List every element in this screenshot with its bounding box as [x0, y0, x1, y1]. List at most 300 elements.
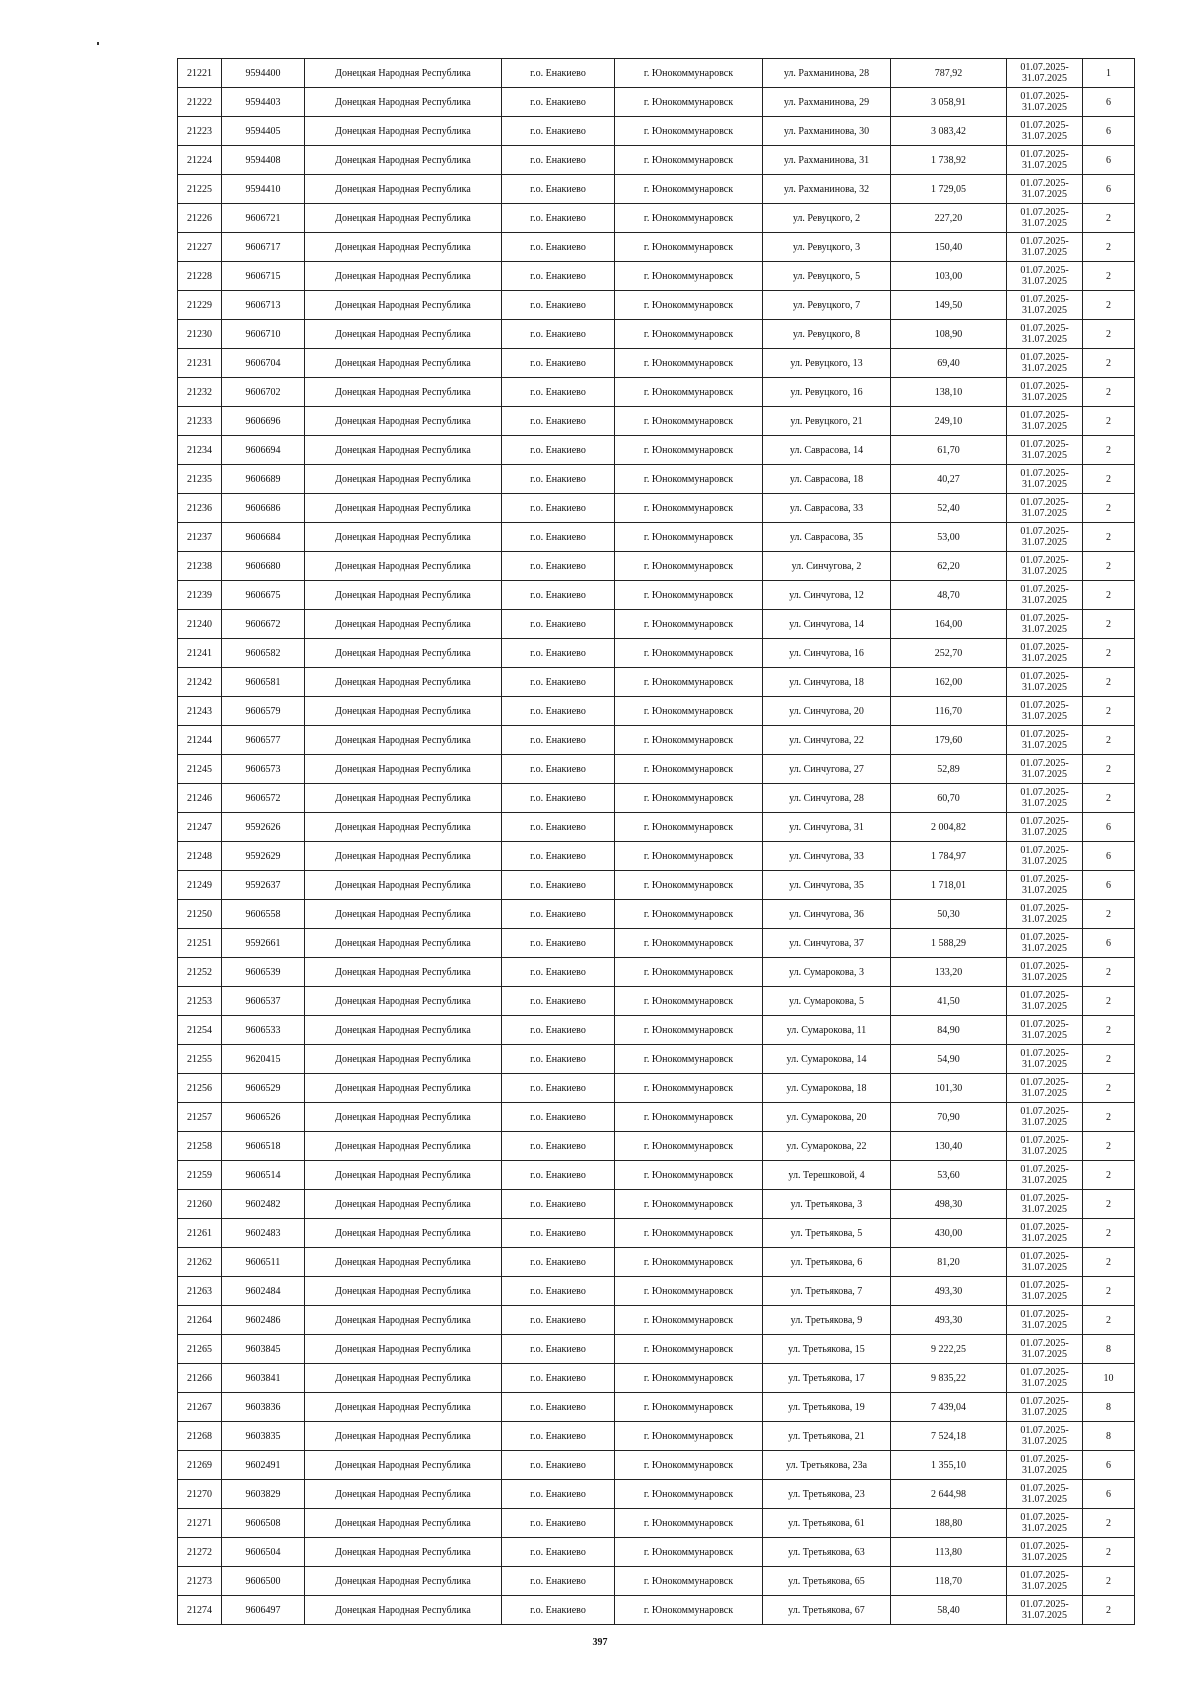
- district: г.о. Енакиево: [502, 668, 615, 697]
- period-end: 31.07.2025: [1022, 1146, 1067, 1157]
- area: 40,27: [891, 465, 1007, 494]
- period-end: 31.07.2025: [1022, 1349, 1067, 1360]
- period-end: 31.07.2025: [1022, 1117, 1067, 1128]
- period: [1007, 1277, 1083, 1306]
- row-number: 21236: [178, 494, 222, 523]
- count: 2: [1083, 1103, 1135, 1132]
- period-end: 31.07.2025: [1022, 1059, 1067, 1070]
- row-number: 21229: [178, 291, 222, 320]
- object-code: 9602482: [222, 1190, 305, 1219]
- table-row: [178, 1567, 1135, 1596]
- period-start: 01.07.2025-: [1020, 729, 1069, 740]
- address: ул. Рахманинова, 28: [763, 59, 891, 88]
- period-end: 31.07.2025: [1022, 1320, 1067, 1331]
- district: г.о. Енакиево: [502, 697, 615, 726]
- object-code: 9606537: [222, 987, 305, 1016]
- period-end: 31.07.2025: [1022, 1204, 1067, 1215]
- object-code: 9602483: [222, 1219, 305, 1248]
- table-row: [178, 1306, 1135, 1335]
- city: г. Юнокоммунаровск: [615, 900, 763, 929]
- row-number: 21237: [178, 523, 222, 552]
- period-end: 31.07.2025: [1022, 1552, 1067, 1563]
- object-code: 9606689: [222, 465, 305, 494]
- row-number: 21261: [178, 1219, 222, 1248]
- row-number: 21254: [178, 1016, 222, 1045]
- area: 188,80: [891, 1509, 1007, 1538]
- period-start: 01.07.2025-: [1020, 1251, 1069, 1262]
- district: г.о. Енакиево: [502, 1277, 615, 1306]
- table-row: [178, 900, 1135, 929]
- republic: Донецкая Народная Республика: [305, 1045, 502, 1074]
- count: 2: [1083, 1045, 1135, 1074]
- area: 2 644,98: [891, 1480, 1007, 1509]
- address: ул. Рахманинова, 32: [763, 175, 891, 204]
- period-end: 31.07.2025: [1022, 73, 1067, 84]
- city: г. Юнокоммунаровск: [615, 755, 763, 784]
- count: 2: [1083, 697, 1135, 726]
- republic: Донецкая Народная Республика: [305, 494, 502, 523]
- period-end: 31.07.2025: [1022, 595, 1067, 606]
- republic: Донецкая Народная Республика: [305, 1335, 502, 1364]
- district: г.о. Енакиево: [502, 436, 615, 465]
- table-row: [178, 1016, 1135, 1045]
- city: г. Юнокоммунаровск: [615, 1045, 763, 1074]
- period-start: 01.07.2025-: [1020, 816, 1069, 827]
- table-row: [178, 1103, 1135, 1132]
- period-start: 01.07.2025-: [1020, 323, 1069, 334]
- republic: Донецкая Народная Республика: [305, 1509, 502, 1538]
- address: ул. Саврасова, 35: [763, 523, 891, 552]
- district: г.о. Енакиево: [502, 1016, 615, 1045]
- city: г. Юнокоммунаровск: [615, 1277, 763, 1306]
- area: 162,00: [891, 668, 1007, 697]
- city: г. Юнокоммунаровск: [615, 1248, 763, 1277]
- count: 10: [1083, 1364, 1135, 1393]
- period: [1007, 88, 1083, 117]
- period: [1007, 436, 1083, 465]
- republic: Донецкая Народная Республика: [305, 291, 502, 320]
- object-code: 9620415: [222, 1045, 305, 1074]
- table-row: [178, 233, 1135, 262]
- period-start: 01.07.2025-: [1020, 468, 1069, 479]
- republic: Донецкая Народная Республика: [305, 320, 502, 349]
- area: 130,40: [891, 1132, 1007, 1161]
- area: 133,20: [891, 958, 1007, 987]
- address: ул. Рахманинова, 29: [763, 88, 891, 117]
- count: 2: [1083, 1132, 1135, 1161]
- table-row: [178, 378, 1135, 407]
- district: г.о. Енакиево: [502, 813, 615, 842]
- period-end: 31.07.2025: [1022, 160, 1067, 171]
- count: 2: [1083, 436, 1135, 465]
- republic: Донецкая Народная Республика: [305, 407, 502, 436]
- count: 2: [1083, 784, 1135, 813]
- period-end: 31.07.2025: [1022, 537, 1067, 548]
- period-start: 01.07.2025-: [1020, 758, 1069, 769]
- period: [1007, 378, 1083, 407]
- republic: Донецкая Народная Республика: [305, 552, 502, 581]
- period: [1007, 1364, 1083, 1393]
- row-number: 21262: [178, 1248, 222, 1277]
- district: г.о. Енакиево: [502, 291, 615, 320]
- row-number: 21244: [178, 726, 222, 755]
- object-code: 9603829: [222, 1480, 305, 1509]
- area: 7 439,04: [891, 1393, 1007, 1422]
- republic: Донецкая Народная Республика: [305, 204, 502, 233]
- period: [1007, 552, 1083, 581]
- district: г.о. Енакиево: [502, 900, 615, 929]
- address: ул. Синчугова, 20: [763, 697, 891, 726]
- period: [1007, 349, 1083, 378]
- address: ул. Третьякова, 63: [763, 1538, 891, 1567]
- area: 48,70: [891, 581, 1007, 610]
- object-code: 9606680: [222, 552, 305, 581]
- period: [1007, 1074, 1083, 1103]
- address: ул. Синчугова, 31: [763, 813, 891, 842]
- count: 2: [1083, 523, 1135, 552]
- address: ул. Синчугова, 14: [763, 610, 891, 639]
- republic: Донецкая Народная Республика: [305, 1190, 502, 1219]
- object-code: 9602486: [222, 1306, 305, 1335]
- scan-speck: [97, 42, 99, 45]
- count: 2: [1083, 639, 1135, 668]
- count: 1: [1083, 59, 1135, 88]
- count: 2: [1083, 1016, 1135, 1045]
- city: г. Юнокоммунаровск: [615, 1480, 763, 1509]
- address: ул. Ревуцкого, 21: [763, 407, 891, 436]
- period: [1007, 871, 1083, 900]
- period: [1007, 1045, 1083, 1074]
- republic: Донецкая Народная Республика: [305, 1277, 502, 1306]
- table-row: [178, 175, 1135, 204]
- district: г.о. Енакиево: [502, 320, 615, 349]
- period-start: 01.07.2025-: [1020, 62, 1069, 73]
- period: [1007, 668, 1083, 697]
- table-row: [178, 1480, 1135, 1509]
- count: 6: [1083, 175, 1135, 204]
- period-start: 01.07.2025-: [1020, 1193, 1069, 1204]
- period: [1007, 117, 1083, 146]
- city: г. Юнокоммунаровск: [615, 378, 763, 407]
- table-row: [178, 1364, 1135, 1393]
- district: г.о. Енакиево: [502, 1219, 615, 1248]
- table-row: [178, 987, 1135, 1016]
- period-end: 31.07.2025: [1022, 624, 1067, 635]
- city: г. Юнокоммунаровск: [615, 1393, 763, 1422]
- period-start: 01.07.2025-: [1020, 1570, 1069, 1581]
- city: г. Юнокоммунаровск: [615, 1567, 763, 1596]
- period-end: 31.07.2025: [1022, 740, 1067, 751]
- period: [1007, 175, 1083, 204]
- period: [1007, 1596, 1083, 1625]
- period: [1007, 465, 1083, 494]
- city: г. Юнокоммунаровск: [615, 175, 763, 204]
- row-number: 21224: [178, 146, 222, 175]
- district: г.о. Енакиево: [502, 871, 615, 900]
- row-number: 21268: [178, 1422, 222, 1451]
- period: [1007, 842, 1083, 871]
- row-number: 21248: [178, 842, 222, 871]
- address: ул. Третьякова, 23: [763, 1480, 891, 1509]
- period: [1007, 494, 1083, 523]
- table-row: [178, 204, 1135, 233]
- period-start: 01.07.2025-: [1020, 874, 1069, 885]
- city: г. Юнокоммунаровск: [615, 1161, 763, 1190]
- object-code: 9606497: [222, 1596, 305, 1625]
- period-start: 01.07.2025-: [1020, 1077, 1069, 1088]
- district: г.о. Енакиево: [502, 1103, 615, 1132]
- period: [1007, 900, 1083, 929]
- object-code: 9606518: [222, 1132, 305, 1161]
- city: г. Юнокоммунаровск: [615, 1596, 763, 1625]
- object-code: 9606529: [222, 1074, 305, 1103]
- period: [1007, 233, 1083, 262]
- row-number: 21273: [178, 1567, 222, 1596]
- table-row: [178, 1219, 1135, 1248]
- period: [1007, 1567, 1083, 1596]
- area: 498,30: [891, 1190, 1007, 1219]
- city: г. Юнокоммунаровск: [615, 726, 763, 755]
- area: 1 738,92: [891, 146, 1007, 175]
- period: [1007, 1132, 1083, 1161]
- area: 149,50: [891, 291, 1007, 320]
- row-number: 21253: [178, 987, 222, 1016]
- count: 2: [1083, 1306, 1135, 1335]
- object-code: 9606675: [222, 581, 305, 610]
- count: 2: [1083, 1277, 1135, 1306]
- object-code: 9606504: [222, 1538, 305, 1567]
- republic: Донецкая Народная Республика: [305, 1451, 502, 1480]
- city: г. Юнокоммунаровск: [615, 465, 763, 494]
- period-start: 01.07.2025-: [1020, 1338, 1069, 1349]
- period-end: 31.07.2025: [1022, 1436, 1067, 1447]
- area: 81,20: [891, 1248, 1007, 1277]
- object-code: 9606533: [222, 1016, 305, 1045]
- table-row: [178, 59, 1135, 88]
- republic: Донецкая Народная Республика: [305, 639, 502, 668]
- period: [1007, 1190, 1083, 1219]
- row-number: 21231: [178, 349, 222, 378]
- count: 6: [1083, 117, 1135, 146]
- count: 6: [1083, 88, 1135, 117]
- city: г. Юнокоммунаровск: [615, 117, 763, 146]
- republic: Донецкая Народная Республика: [305, 929, 502, 958]
- object-code: 9592626: [222, 813, 305, 842]
- object-code: 9594400: [222, 59, 305, 88]
- address: ул. Третьякова, 19: [763, 1393, 891, 1422]
- district: г.о. Енакиево: [502, 175, 615, 204]
- period-start: 01.07.2025-: [1020, 294, 1069, 305]
- address: ул. Синчугова, 22: [763, 726, 891, 755]
- address: ул. Третьякова, 21: [763, 1422, 891, 1451]
- period: [1007, 784, 1083, 813]
- count: 2: [1083, 581, 1135, 610]
- area: 3 083,42: [891, 117, 1007, 146]
- table-row: [178, 465, 1135, 494]
- row-number: 21251: [178, 929, 222, 958]
- district: г.о. Енакиево: [502, 88, 615, 117]
- object-code: 9606500: [222, 1567, 305, 1596]
- period-end: 31.07.2025: [1022, 102, 1067, 113]
- republic: Донецкая Народная Республика: [305, 88, 502, 117]
- row-number: 21256: [178, 1074, 222, 1103]
- republic: Донецкая Народная Республика: [305, 813, 502, 842]
- row-number: 21245: [178, 755, 222, 784]
- republic: Донецкая Народная Республика: [305, 842, 502, 871]
- area: 61,70: [891, 436, 1007, 465]
- period-end: 31.07.2025: [1022, 392, 1067, 403]
- count: 2: [1083, 204, 1135, 233]
- table-row: [178, 320, 1135, 349]
- city: г. Юнокоммунаровск: [615, 204, 763, 233]
- area: 84,90: [891, 1016, 1007, 1045]
- period-end: 31.07.2025: [1022, 1030, 1067, 1041]
- table-row: [178, 262, 1135, 291]
- address: ул. Синчугова, 36: [763, 900, 891, 929]
- table-row: [178, 813, 1135, 842]
- area: 9 835,22: [891, 1364, 1007, 1393]
- republic: Донецкая Народная Республика: [305, 233, 502, 262]
- republic: Донецкая Народная Республика: [305, 1132, 502, 1161]
- city: г. Юнокоммунаровск: [615, 581, 763, 610]
- row-number: 21271: [178, 1509, 222, 1538]
- object-code: 9606558: [222, 900, 305, 929]
- row-number: 21241: [178, 639, 222, 668]
- object-code: 9603845: [222, 1335, 305, 1364]
- republic: Донецкая Народная Республика: [305, 117, 502, 146]
- period: [1007, 581, 1083, 610]
- row-number: 21223: [178, 117, 222, 146]
- district: г.о. Енакиево: [502, 958, 615, 987]
- count: 2: [1083, 349, 1135, 378]
- table-row: [178, 494, 1135, 523]
- address: ул. Саврасова, 14: [763, 436, 891, 465]
- table-row: [178, 726, 1135, 755]
- address: ул. Третьякова, 65: [763, 1567, 891, 1596]
- object-code: 9603835: [222, 1422, 305, 1451]
- address: ул. Третьякова, 17: [763, 1364, 891, 1393]
- period-end: 31.07.2025: [1022, 189, 1067, 200]
- area: 41,50: [891, 987, 1007, 1016]
- object-code: 9594403: [222, 88, 305, 117]
- row-number: 21242: [178, 668, 222, 697]
- address: ул. Саврасова, 18: [763, 465, 891, 494]
- period-start: 01.07.2025-: [1020, 1396, 1069, 1407]
- period-end: 31.07.2025: [1022, 711, 1067, 722]
- row-number: 21234: [178, 436, 222, 465]
- republic: Донецкая Народная Республика: [305, 871, 502, 900]
- table-row: [178, 958, 1135, 987]
- district: г.о. Енакиево: [502, 407, 615, 436]
- row-number: 21226: [178, 204, 222, 233]
- period-end: 31.07.2025: [1022, 566, 1067, 577]
- area: 249,10: [891, 407, 1007, 436]
- area: 1 718,01: [891, 871, 1007, 900]
- period-end: 31.07.2025: [1022, 856, 1067, 867]
- table-row: [178, 349, 1135, 378]
- period-start: 01.07.2025-: [1020, 1367, 1069, 1378]
- city: г. Юнокоммунаровск: [615, 233, 763, 262]
- city: г. Юнокоммунаровск: [615, 668, 763, 697]
- period: [1007, 291, 1083, 320]
- count: 8: [1083, 1335, 1135, 1364]
- republic: Донецкая Народная Республика: [305, 726, 502, 755]
- period-start: 01.07.2025-: [1020, 642, 1069, 653]
- district: г.о. Енакиево: [502, 987, 615, 1016]
- period-end: 31.07.2025: [1022, 363, 1067, 374]
- area: 1 355,10: [891, 1451, 1007, 1480]
- area: 493,30: [891, 1306, 1007, 1335]
- district: г.о. Енакиево: [502, 146, 615, 175]
- city: г. Юнокоммунаровск: [615, 523, 763, 552]
- district: г.о. Енакиево: [502, 1045, 615, 1074]
- row-number: 21232: [178, 378, 222, 407]
- area: 1 784,97: [891, 842, 1007, 871]
- period: [1007, 755, 1083, 784]
- object-code: 9603841: [222, 1364, 305, 1393]
- area: 1 588,29: [891, 929, 1007, 958]
- city: г. Юнокоммунаровск: [615, 1190, 763, 1219]
- period-end: 31.07.2025: [1022, 450, 1067, 461]
- city: г. Юнокоммунаровск: [615, 842, 763, 871]
- object-code: 9606704: [222, 349, 305, 378]
- period-start: 01.07.2025-: [1020, 1512, 1069, 1523]
- row-number: 21239: [178, 581, 222, 610]
- table-row: [178, 1132, 1135, 1161]
- row-number: 21246: [178, 784, 222, 813]
- address: ул. Третьякова, 15: [763, 1335, 891, 1364]
- area: 108,90: [891, 320, 1007, 349]
- period-end: 31.07.2025: [1022, 943, 1067, 954]
- address: ул. Синчугова, 35: [763, 871, 891, 900]
- row-number: 21274: [178, 1596, 222, 1625]
- count: 2: [1083, 610, 1135, 639]
- period-end: 31.07.2025: [1022, 1581, 1067, 1592]
- city: г. Юнокоммунаровск: [615, 320, 763, 349]
- city: г. Юнокоммунаровск: [615, 146, 763, 175]
- period-start: 01.07.2025-: [1020, 1309, 1069, 1320]
- object-code: 9606721: [222, 204, 305, 233]
- area: 493,30: [891, 1277, 1007, 1306]
- period: [1007, 59, 1083, 88]
- period-end: 31.07.2025: [1022, 1407, 1067, 1418]
- period: [1007, 697, 1083, 726]
- area: 9 222,25: [891, 1335, 1007, 1364]
- count: 2: [1083, 320, 1135, 349]
- address: ул. Ревуцкого, 13: [763, 349, 891, 378]
- republic: Донецкая Народная Республика: [305, 1219, 502, 1248]
- period-end: 31.07.2025: [1022, 1610, 1067, 1621]
- table-row: [178, 291, 1135, 320]
- district: г.о. Енакиево: [502, 1393, 615, 1422]
- table-row: [178, 842, 1135, 871]
- period-end: 31.07.2025: [1022, 1291, 1067, 1302]
- row-number: 21269: [178, 1451, 222, 1480]
- republic: Донецкая Народная Республика: [305, 1567, 502, 1596]
- republic: Донецкая Народная Республика: [305, 1103, 502, 1132]
- row-number: 21259: [178, 1161, 222, 1190]
- district: г.о. Енакиево: [502, 233, 615, 262]
- object-code: 9606508: [222, 1509, 305, 1538]
- object-code: 9606686: [222, 494, 305, 523]
- period-start: 01.07.2025-: [1020, 700, 1069, 711]
- city: г. Юнокоммунаровск: [615, 871, 763, 900]
- period: [1007, 813, 1083, 842]
- address: ул. Рахманинова, 30: [763, 117, 891, 146]
- count: 2: [1083, 378, 1135, 407]
- object-code: 9594408: [222, 146, 305, 175]
- table-row: [178, 755, 1135, 784]
